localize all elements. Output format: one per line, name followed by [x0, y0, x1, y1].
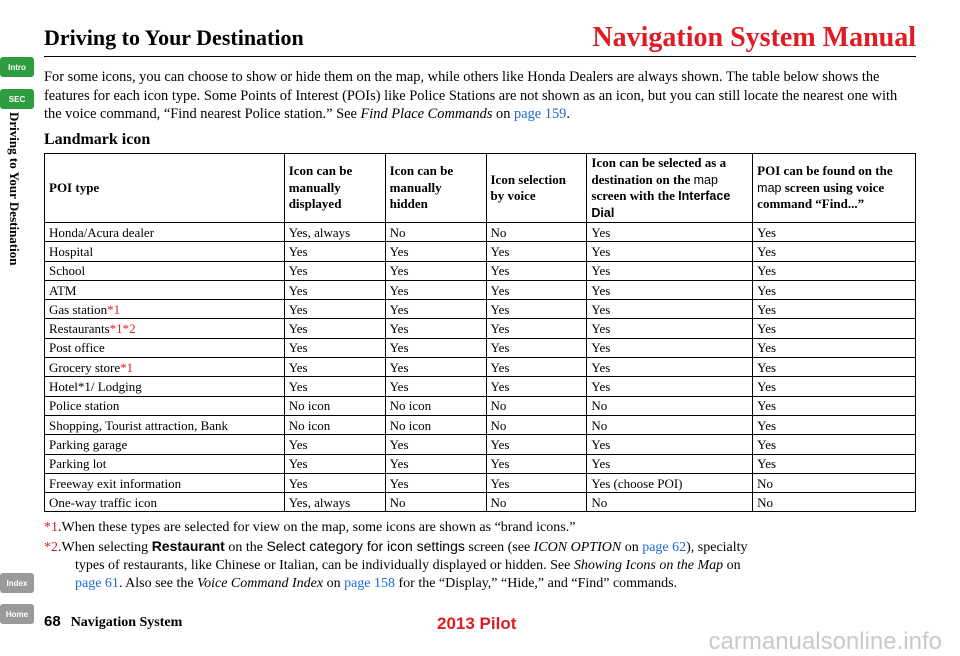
- value-cell: Yes: [385, 454, 486, 473]
- value-cell: Yes: [753, 300, 916, 319]
- value-cell: Yes: [486, 280, 587, 299]
- value-cell: No: [486, 493, 587, 512]
- intro-tab[interactable]: Intro: [0, 57, 34, 77]
- table-row: [45, 223, 916, 242]
- value-cell: Yes: [284, 319, 385, 338]
- value-cell: Yes: [385, 358, 486, 377]
- value-cell: Yes: [486, 300, 587, 319]
- poi-type-cell: School: [45, 261, 285, 280]
- chapter-title: Driving to Your Destination: [44, 25, 304, 50]
- value-cell: Yes: [284, 300, 385, 319]
- value-cell: Yes: [753, 377, 916, 396]
- value-cell: Yes: [753, 338, 916, 357]
- poi-type-cell: Shopping, Tourist attraction, Bank: [45, 415, 285, 434]
- page-number: 68: [44, 613, 61, 630]
- value-cell: Yes: [284, 377, 385, 396]
- intro-paragraph: [44, 68, 916, 124]
- value-cell: Yes: [753, 242, 916, 261]
- value-cell: Yes: [753, 280, 916, 299]
- table-row: [45, 261, 916, 280]
- value-cell: No: [385, 493, 486, 512]
- footnote-marker: *1*2: [109, 321, 136, 337]
- header-manually-displayed: Icon can be manually displayed: [284, 154, 385, 223]
- restaurant-term: Restaurant: [151, 538, 225, 554]
- model-label: 2013 Pilot: [437, 614, 517, 633]
- footnote-2: *2.When selecting Restaurant on the Select category for icon settings screen (see ICON OPTION on page 62), specialty types of restaurants, like Chinese or Italian, can be individually displayed or hidden. See Showing Icons on the Map on page 61. Also see the Voice Command Index on page 158 for the “Display,” “Hide,” and “Find” commands.: [44, 538, 748, 591]
- value-cell: Yes: [486, 319, 587, 338]
- page-158-link[interactable]: page 158: [344, 576, 395, 591]
- intro-ref: Find Place Commands: [360, 106, 493, 123]
- poi-type-cell: Gas station*1: [45, 300, 285, 319]
- poi-type-cell: ATM: [45, 280, 285, 299]
- intro-text: For some icons, you can choose to show or hide them on the map, while others like Honda Dealers are always shown. The table below shows the features for each icon type. Some Points of Interest (POIs) like Police Stations are not shown as an icon, but you can still locate the nearest one with the voice command, “Find nearest Police station.” See: [44, 69, 898, 123]
- intro-end: .: [566, 106, 570, 123]
- header-destination-selectable: Icon can be selected as a destination on the map screen with the Interface Dial: [587, 154, 753, 223]
- value-cell: Yes: [753, 223, 916, 242]
- value-cell: Yes: [753, 358, 916, 377]
- value-cell: No: [753, 493, 916, 512]
- value-cell: No: [587, 415, 753, 434]
- landmark-icon-table: [44, 153, 916, 512]
- poi-type-cell: Hotel*1/ Lodging: [45, 377, 285, 396]
- poi-type-cell: Honda/Acura dealer: [45, 223, 285, 242]
- value-cell: Yes: [753, 319, 916, 338]
- poi-type-cell: Grocery store*1: [45, 358, 285, 377]
- intro-on: on: [492, 106, 515, 123]
- table-row: [45, 435, 916, 454]
- value-cell: Yes: [284, 473, 385, 492]
- value-cell: Yes: [486, 435, 587, 454]
- value-cell: No: [385, 223, 486, 242]
- table-row: [45, 300, 916, 319]
- poi-type-cell: Parking lot: [45, 454, 285, 473]
- header-manually-hidden: Icon can be manually hidden: [385, 154, 486, 223]
- header-poi-type: POI type: [45, 154, 285, 223]
- poi-type-cell: Hospital: [45, 242, 285, 261]
- value-cell: Yes: [753, 261, 916, 280]
- value-cell: Yes: [486, 377, 587, 396]
- table-row: [45, 358, 916, 377]
- intro-page-link[interactable]: page 159: [514, 106, 567, 123]
- table-row: [45, 415, 916, 434]
- table-row: [45, 280, 916, 299]
- value-cell: Yes: [385, 280, 486, 299]
- value-cell: Yes: [284, 435, 385, 454]
- value-cell: Yes: [753, 435, 916, 454]
- chapter-side-title: Driving to Your Destination: [7, 112, 22, 266]
- value-cell: Yes: [587, 454, 753, 473]
- value-cell: Yes: [587, 319, 753, 338]
- value-cell: No: [486, 223, 587, 242]
- value-cell: Yes: [385, 435, 486, 454]
- value-cell: Yes, always: [284, 493, 385, 512]
- value-cell: Yes: [587, 358, 753, 377]
- value-cell: Yes: [486, 473, 587, 492]
- value-cell: Yes: [587, 223, 753, 242]
- value-cell: Yes: [385, 319, 486, 338]
- value-cell: Yes (choose POI): [587, 473, 753, 492]
- footnote-2-mark: *2: [44, 540, 58, 555]
- value-cell: Yes: [587, 280, 753, 299]
- value-cell: No icon: [284, 396, 385, 415]
- value-cell: Yes: [385, 242, 486, 261]
- value-cell: Yes: [385, 377, 486, 396]
- table-row: [45, 396, 916, 415]
- table-row: [45, 242, 916, 261]
- table-row: [45, 473, 916, 492]
- value-cell: Yes: [284, 261, 385, 280]
- value-cell: Yes: [753, 396, 916, 415]
- page-header: [44, 22, 916, 57]
- value-cell: Yes: [486, 261, 587, 280]
- value-cell: Yes: [486, 242, 587, 261]
- value-cell: Yes: [385, 300, 486, 319]
- table-row: [45, 377, 916, 396]
- value-cell: No: [486, 415, 587, 434]
- header-voice-selection: Icon selection by voice: [486, 154, 587, 223]
- value-cell: No: [753, 473, 916, 492]
- value-cell: No icon: [385, 396, 486, 415]
- table-header-row: [45, 154, 916, 223]
- manual-title: Navigation System Manual: [592, 22, 916, 53]
- value-cell: Yes: [753, 454, 916, 473]
- poi-type-cell: Restaurants*1*2: [45, 319, 285, 338]
- value-cell: Yes: [284, 280, 385, 299]
- index-tab[interactable]: Index: [0, 573, 34, 593]
- poi-type-cell: One-way traffic icon: [45, 493, 285, 512]
- value-cell: No: [486, 396, 587, 415]
- sec-tab[interactable]: SEC: [0, 89, 34, 109]
- value-cell: No icon: [385, 415, 486, 434]
- value-cell: Yes: [284, 242, 385, 261]
- value-cell: Yes: [587, 377, 753, 396]
- value-cell: Yes: [587, 300, 753, 319]
- home-tab[interactable]: Home: [0, 604, 34, 624]
- header-voice-find: POI can be found on the map screen using voice command “Find...”: [753, 154, 916, 223]
- value-cell: Yes: [284, 454, 385, 473]
- value-cell: No: [587, 493, 753, 512]
- table-row: [45, 454, 916, 473]
- value-cell: Yes, always: [284, 223, 385, 242]
- footer-label: Navigation System: [70, 615, 183, 630]
- value-cell: Yes: [284, 358, 385, 377]
- table-row: [45, 338, 916, 357]
- value-cell: Yes: [385, 338, 486, 357]
- footnote-1: [44, 519, 924, 537]
- footnote-1-mark: *1: [44, 520, 58, 535]
- value-cell: Yes: [587, 261, 753, 280]
- page-footer: [44, 613, 182, 631]
- value-cell: Yes: [753, 415, 916, 434]
- value-cell: Yes: [385, 473, 486, 492]
- poi-type-cell: Police station: [45, 396, 285, 415]
- watermark: carmanualsonline.info: [708, 628, 942, 655]
- poi-type-cell: Parking garage: [45, 435, 285, 454]
- value-cell: Yes: [486, 358, 587, 377]
- value-cell: Yes: [486, 338, 587, 357]
- value-cell: Yes: [587, 338, 753, 357]
- footnote-marker: *1: [107, 301, 121, 317]
- value-cell: Yes: [284, 338, 385, 357]
- table-row: [45, 493, 916, 512]
- poi-type-cell: Freeway exit information: [45, 473, 285, 492]
- footnote-1-text: .When these types are selected for view on the map, some icons are shown as “brand icons.”: [58, 520, 576, 535]
- value-cell: No: [587, 396, 753, 415]
- table-row: [45, 319, 916, 338]
- value-cell: Yes: [486, 454, 587, 473]
- page-62-link[interactable]: page 62: [642, 540, 687, 555]
- poi-type-cell: Post office: [45, 338, 285, 357]
- select-category-term: Select category for icon settings: [266, 538, 465, 554]
- section-title: Landmark icon: [44, 131, 151, 148]
- value-cell: Yes: [385, 261, 486, 280]
- page-61-link[interactable]: page 61: [75, 576, 119, 591]
- value-cell: Yes: [587, 435, 753, 454]
- footnote-marker: *1: [120, 359, 134, 375]
- value-cell: No icon: [284, 415, 385, 434]
- value-cell: Yes: [587, 242, 753, 261]
